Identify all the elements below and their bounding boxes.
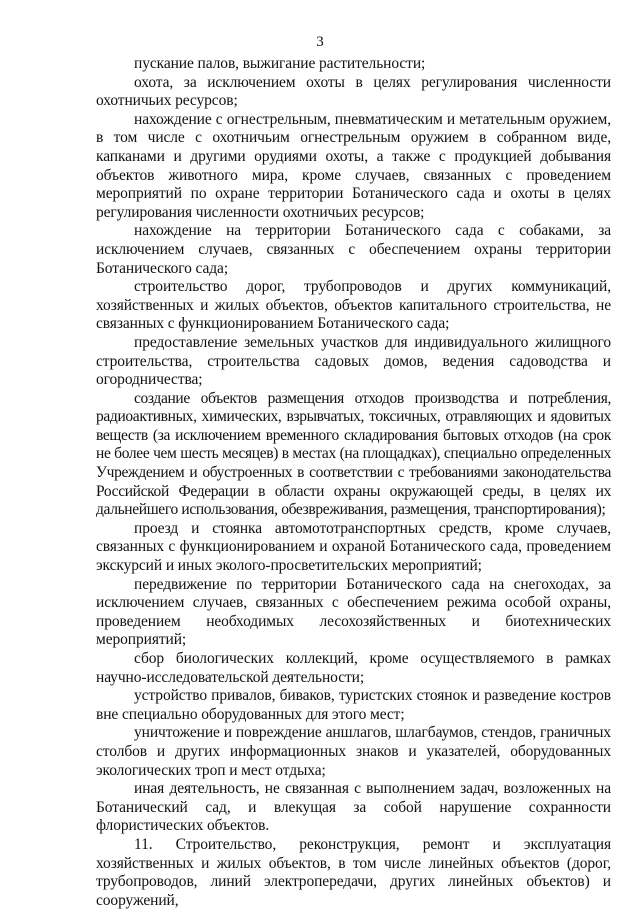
document-body [96, 55, 611, 910]
paragraph-weapons: нахождение с огнестрельным, пневматическим и метательным оружием, в том числе с охотничьим огнестрельным оружием в собранном виде, капканами и другими орудиями охоты, а также с продукцией добывания объектов животного мира, кроме случаев, связанных с проведением мероприятий по охране территории Ботанического сада и охоты в целях регулирования численности охотничьих ресурсов; [96, 110, 611, 221]
page-number: 3 [316, 34, 324, 50]
paragraph-burning: пускание палов, выжигание растительности; [134, 55, 426, 72]
paragraph-signs: уничтожение и повреждение аншлагов, шлагбаумов, стендов, граничных столбов и других информационных знаков и указателей, оборудованных экологических троп и мест отдыха; [96, 724, 611, 779]
paragraph-collections: сбор биологических коллекций, кроме осуществляемого в рамках научно-исследовательской деятельности; [96, 650, 611, 686]
paragraph-land-plots: предоставление земельных участков для индивидуального жилищного строительства, строительства садовых домов, ведения садоводства и огородничества; [96, 333, 611, 389]
paragraph-other-activity: иная деятельность, не связанная с выполнением задач, возложенных на Ботанический сад, и влекущая за собой нарушение сохранности флористических объектов. [96, 780, 611, 835]
paragraph-item-11: 11. Строительство, реконструкция, ремонт и эксплуатация хозяйственных и жилых объектов, в том числе линейных объектов (дорог, трубопроводов, линий электропередачи, других линейных объектов) и сооружений, [96, 835, 611, 909]
paragraph-waste: создание объектов размещения отходов производства и потребления, радиоактивных, химических, взрывчатых, токсичных, отравляющих и ядовитых веществ (за исключением временного складирования бытовых отходов (на срок не более чем шесть месяцев) в местах (на площадках), специально определенных Учреждением и обустроенных в соответствии с требованиями законодательства Российской Федерации в области охраны окружающей среды, в целях их дальнейшего использования, обезвреживания, размещения, транспортирования); [96, 389, 611, 519]
paragraph-vehicles: проезд и стоянка автомототранспортных средств, кроме случаев, связанных с функционированием и охраной Ботанического сада, проведением экскурсий и иных эколого-просветительских мероприятий; [96, 519, 611, 575]
paragraph-hunting: охота, за исключением охоты в целях регулирования численности охотничьих ресурсов; [96, 73, 611, 110]
paragraph-camps: устройство привалов, биваков, туристских стоянок и разведение костров вне специально оборудованных для этого мест; [96, 687, 611, 723]
paragraph-construction: строительство дорог, трубопроводов и других коммуникаций, хозяйственных и жилых объектов, объектов капитального строительства, не связанных с функционированием Ботанического сада; [96, 278, 611, 333]
paragraph-dogs: нахождение на территории Ботанического сада с собаками, за исключением случаев, связанных с обеспечением охраны территории Ботанического сада; [96, 222, 611, 277]
paragraph-snowmobiles: передвижение по территории Ботанического сада на снегоходах, за исключением случаев, связанных с обеспечением режима особой охраны, проведением необходимых лесохозяйственных и биотехнических мероприятий; [96, 575, 611, 649]
